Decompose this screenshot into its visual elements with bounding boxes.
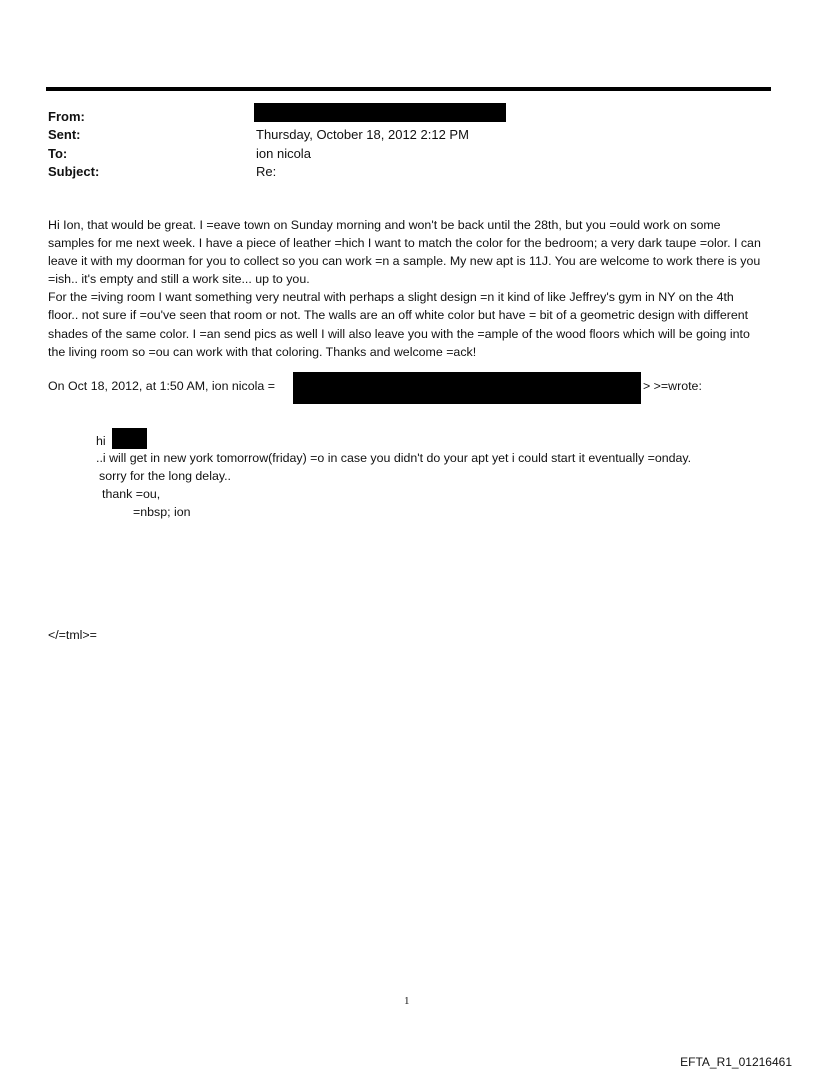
redacted-recipient-name (112, 428, 147, 449)
quote-intro: On Oct 18, 2012, at 1:50 AM, ion nicola = (48, 379, 275, 393)
sent-label: Sent: (48, 127, 81, 142)
quote-line-1: ..i will get in new york tomorrow(friday) =o in case you didn't do your apt yet i could start it eventually =onday. (96, 451, 692, 465)
subject-value: Re: (256, 164, 277, 179)
subject-label: Subject: (48, 164, 100, 179)
redacted-sender-email (293, 372, 641, 404)
page-number: 1 (404, 995, 410, 1007)
quote-line-3: thank =ou, (102, 487, 161, 501)
quote-intro-end: > >=wrote: (643, 379, 702, 393)
to-value: ion nicola (256, 146, 311, 161)
header-rule (46, 87, 771, 91)
sent-value: Thursday, October 18, 2012 2:12 PM (256, 127, 469, 142)
from-label: From: (48, 109, 85, 124)
closing-tag-text: </=tml>= (48, 628, 97, 642)
to-label: To: (48, 146, 68, 161)
document-id: EFTA_R1_01216461 (680, 1055, 792, 1069)
message-body: Hi Ion, that would be great. I =eave town on Sunday morning and won't be back until the 28th, but you =ould work on some samples for me next week. I have a piece of leather =hich I want to match the color for the bedroom; a very dark taupe =olor. I can leave it with my doorman for you to collect so you can work =n a sample. My new apt is 11J. You are welcome to work there is you =ish.. it's empty and still a work site... up to you. For the =iving room I want something very neutral with perhaps a slight design =n it kind of like Jeffrey's gym in NY on the 4th floor.. not sure if =ou've seen that room or not. The walls are an off white color but have = bit of a geometric design with different shades of the same color. I =an send pics as well I will also leave you with the =ample of the wood floors which will be going into the living room so =ou can work with that coloring. Thanks and welcome =ack! (48, 218, 761, 359)
quote-greeting: hi (96, 434, 106, 448)
quote-line-2: sorry for the long delay.. (99, 469, 232, 483)
redacted-from-address (254, 103, 506, 122)
quote-signature: =nbsp; ion (133, 505, 191, 519)
